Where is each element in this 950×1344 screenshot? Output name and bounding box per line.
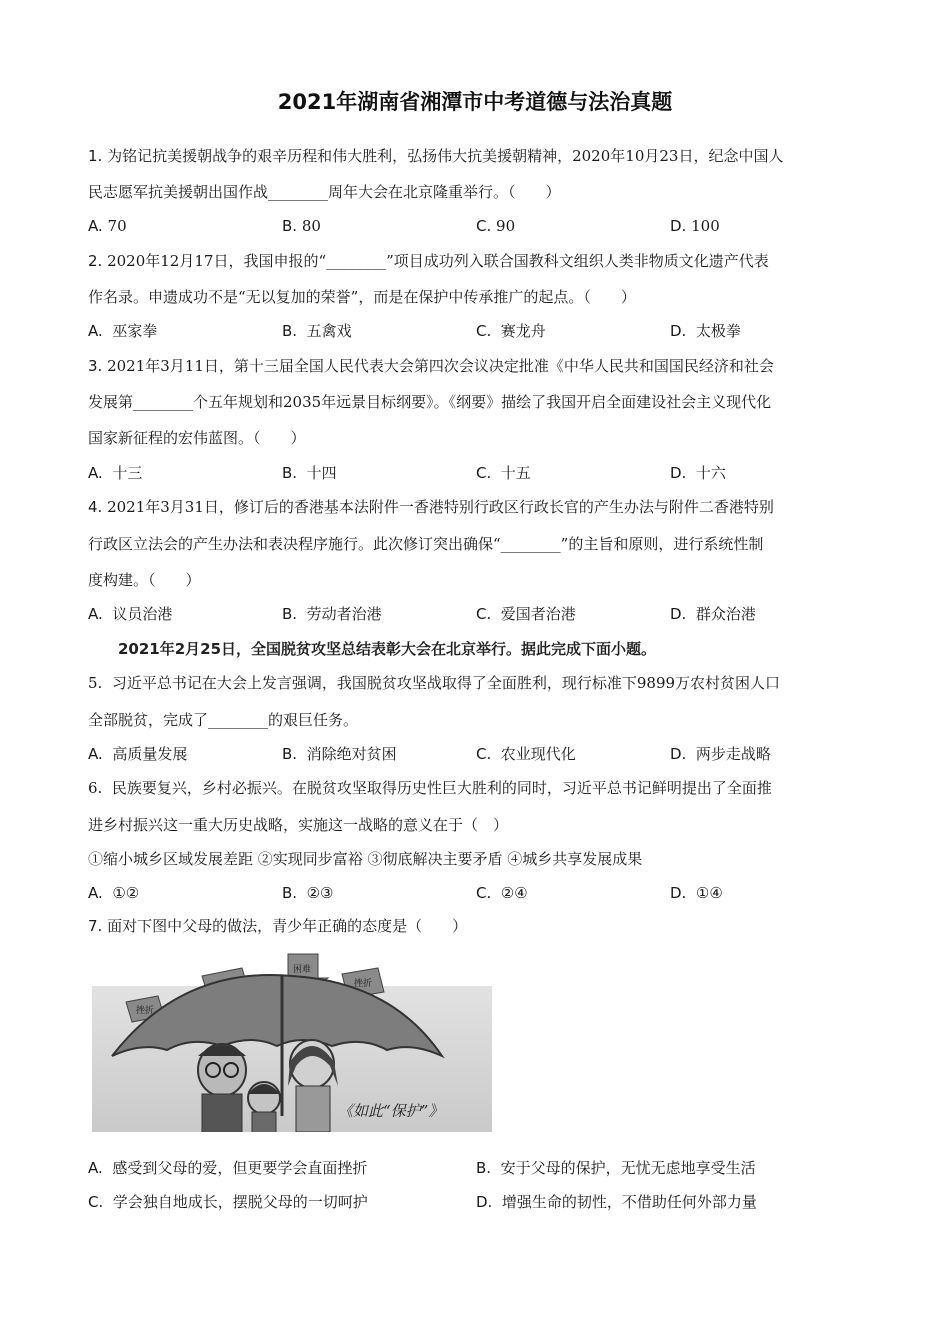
option-d[interactable] bbox=[670, 604, 756, 624]
option-text: ②④ bbox=[500, 884, 528, 902]
option-label: C. bbox=[476, 464, 492, 482]
question-number: 6. bbox=[88, 779, 103, 797]
option-text: 群众治港 bbox=[695, 605, 756, 623]
question-2-line-2: 作名录。申遗成功不是“无以复加的荣誉”，而是在保护中传承推广的起点。（ ） bbox=[88, 288, 636, 306]
option-b[interactable] bbox=[476, 1158, 756, 1178]
option-text: 70 bbox=[107, 217, 127, 235]
question-1-line-2: 民志愿军抗美援朝出国作战________周年大会在北京隆重举行。（ ） bbox=[88, 183, 561, 201]
option-text: 十六 bbox=[695, 464, 726, 482]
option-label: C. bbox=[476, 745, 492, 763]
option-text: ①④ bbox=[695, 884, 723, 902]
option-text: 消除绝对贫困 bbox=[306, 745, 397, 763]
question-text: 2021年3月11日，第十三届全国人民代表大会第四次会议决定批准《中华人民共和国国民经济和社会 bbox=[107, 357, 774, 375]
question-3-line-2: 发展第________个五年规划和2035年远景目标纲要》。《纲要》描绘了我国开启全面建设社会主义现代化 bbox=[88, 393, 772, 411]
option-d[interactable] bbox=[670, 744, 771, 764]
option-label: A. bbox=[88, 1159, 103, 1177]
option-text: 巫家拳 bbox=[112, 322, 158, 340]
question-text: 习近平总书记在大会上发言强调，我国脱贫攻坚战取得了全面胜利，现行标准下9899万农村贫困人口 bbox=[111, 674, 781, 692]
question-number: 7. bbox=[88, 917, 103, 935]
option-b[interactable] bbox=[282, 463, 337, 483]
question-text: 2020年12月17日，我国申报的“________”项目成功列入联合国教科文组织人类非物质文化遗产代表 bbox=[107, 252, 769, 270]
option-label: B. bbox=[282, 745, 298, 763]
option-a[interactable] bbox=[88, 604, 172, 624]
option-text: 农业现代化 bbox=[500, 745, 576, 763]
option-label: A. bbox=[88, 322, 103, 340]
option-label: A. bbox=[88, 217, 103, 235]
option-label: A. bbox=[88, 884, 103, 902]
page-title: 2021年湖南省湘潭市中考道德与法治真题 bbox=[277, 90, 673, 114]
option-b[interactable] bbox=[282, 321, 352, 341]
option-label: D. bbox=[670, 605, 687, 623]
question-4-line-1 bbox=[88, 497, 774, 517]
option-d[interactable] bbox=[670, 463, 726, 483]
option-text: 赛龙舟 bbox=[500, 322, 546, 340]
option-d[interactable] bbox=[670, 321, 741, 341]
option-a[interactable] bbox=[88, 463, 142, 483]
option-label: C. bbox=[476, 322, 492, 340]
option-c[interactable] bbox=[476, 604, 576, 624]
option-d[interactable] bbox=[670, 883, 723, 903]
option-c[interactable] bbox=[476, 463, 531, 483]
option-text: 十三 bbox=[112, 464, 143, 482]
father-figure bbox=[198, 1044, 246, 1134]
option-b[interactable] bbox=[282, 216, 321, 236]
option-text: 90 bbox=[496, 217, 516, 235]
question-number: 3. bbox=[88, 357, 103, 375]
option-a[interactable] bbox=[88, 744, 187, 764]
option-text: 高质量发展 bbox=[112, 745, 188, 763]
option-text: 爱国者治港 bbox=[500, 605, 576, 623]
option-a[interactable] bbox=[88, 1158, 367, 1178]
question-4-line-3: 度构建。（ ） bbox=[88, 571, 201, 589]
question-text: 为铭记抗美援朝战争的艰辛历程和伟大胜利，弘扬伟大抗美援朝精神，2020年10月23日，纪念中国人 bbox=[107, 147, 784, 165]
option-text: 两步走战略 bbox=[695, 745, 771, 763]
question-7-line-1 bbox=[88, 916, 467, 936]
svg-text:挫折: 挫折 bbox=[136, 1006, 155, 1016]
question-5-line-1 bbox=[88, 673, 780, 693]
option-label: D. bbox=[670, 322, 687, 340]
option-text: 学会独自地成长，摆脱父母的一切呵护 bbox=[112, 1193, 368, 1211]
question-number: 2. bbox=[88, 252, 103, 270]
option-a[interactable] bbox=[88, 321, 157, 341]
option-c[interactable] bbox=[476, 321, 546, 341]
option-a[interactable] bbox=[88, 883, 139, 903]
option-label: B. bbox=[282, 464, 298, 482]
option-a[interactable] bbox=[88, 216, 127, 236]
option-text: ①② bbox=[112, 884, 140, 902]
option-label: D. bbox=[670, 745, 687, 763]
question-6-line-1 bbox=[88, 778, 772, 798]
option-text: 感受到父母的爱，但更要学会直面挫折 bbox=[112, 1159, 368, 1177]
question-4-line-2: 行政区立法会的产生办法和表决程序施行。此次修订突出确保“________”的主旨和原则，进行系统性制 bbox=[88, 535, 764, 553]
option-label: C. bbox=[476, 605, 492, 623]
option-d[interactable] bbox=[476, 1192, 757, 1212]
option-text: 增强生命的韧性，不借助任何外部力量 bbox=[501, 1193, 757, 1211]
option-text: 议员治港 bbox=[112, 605, 173, 623]
option-text: 太极拳 bbox=[695, 322, 741, 340]
option-label: B. bbox=[282, 605, 298, 623]
option-c[interactable] bbox=[476, 744, 576, 764]
option-b[interactable] bbox=[282, 883, 334, 903]
option-text: 安于父母的保护，无忧无虑地享受生活 bbox=[500, 1159, 756, 1177]
question-3-line-3: 国家新征程的宏伟蓝图。（ ） bbox=[88, 429, 306, 447]
question-number: 5. bbox=[88, 674, 103, 692]
option-c[interactable] bbox=[476, 883, 528, 903]
option-label: D. bbox=[670, 884, 687, 902]
option-c[interactable] bbox=[476, 216, 515, 236]
svg-text:困难: 困难 bbox=[293, 965, 312, 975]
option-label: C. bbox=[476, 217, 492, 235]
option-text: 100 bbox=[691, 217, 720, 235]
option-label: A. bbox=[88, 745, 103, 763]
mother-figure bbox=[288, 1040, 338, 1132]
option-label: B. bbox=[282, 322, 298, 340]
option-label: D. bbox=[670, 464, 687, 482]
option-text: ②③ bbox=[306, 884, 334, 902]
option-label: D. bbox=[670, 217, 687, 235]
question-6-statements: ①缩小城乡区域发展差距 ②实现同步富裕 ③彻底解决主要矛盾 ④城乡共享发展成果 bbox=[88, 850, 643, 868]
option-text: 五禽戏 bbox=[306, 322, 352, 340]
option-label: A. bbox=[88, 464, 103, 482]
option-label: B. bbox=[282, 884, 298, 902]
question-number: 1. bbox=[88, 147, 103, 165]
option-text: 劳动者治港 bbox=[306, 605, 382, 623]
question-2-line-1 bbox=[88, 251, 769, 271]
child-figure bbox=[248, 1082, 280, 1134]
question-6-line-2: 进乡村振兴这一重大历史战略，实施这一战略的意义在于（ ） bbox=[88, 816, 509, 834]
illustration-caption: 《如此“保护”》 bbox=[338, 1102, 444, 1120]
svg-text:挫折: 挫折 bbox=[354, 979, 373, 989]
question-text: 民族要复兴，乡村必振兴。在脱贫攻坚取得历史性巨大胜利的同时，习近平总书记鲜明提出了全面推 bbox=[111, 779, 772, 797]
option-text: 80 bbox=[301, 217, 321, 235]
option-label: C. bbox=[476, 884, 492, 902]
option-label: B. bbox=[476, 1159, 492, 1177]
section-intro: 2021年2月25日，全国脱贫攻坚总结表彰大会在北京举行。据此完成下面小题。 bbox=[118, 640, 657, 658]
option-b[interactable] bbox=[282, 744, 397, 764]
question-number: 4. bbox=[88, 498, 103, 516]
option-b[interactable] bbox=[282, 604, 382, 624]
option-label: A. bbox=[88, 605, 103, 623]
option-c[interactable] bbox=[88, 1192, 368, 1212]
option-label: C. bbox=[88, 1193, 104, 1211]
question-5-line-2: 全部脱贫，完成了________的艰巨任务。 bbox=[88, 711, 359, 729]
question-3-line-1 bbox=[88, 356, 774, 376]
question-1-line-1 bbox=[88, 146, 783, 166]
question-text: 2021年3月31日，修订后的香港基本法附件一香港特别行政区行政长官的产生办法与附件二香港特别 bbox=[107, 498, 774, 516]
option-text: 十四 bbox=[306, 464, 337, 482]
option-d[interactable] bbox=[670, 216, 720, 236]
option-text: 十五 bbox=[500, 464, 531, 482]
option-label: D. bbox=[476, 1193, 493, 1211]
question-text: 面对下图中父母的做法，青少年正确的态度是（ ） bbox=[107, 917, 468, 935]
option-label: B. bbox=[282, 217, 298, 235]
